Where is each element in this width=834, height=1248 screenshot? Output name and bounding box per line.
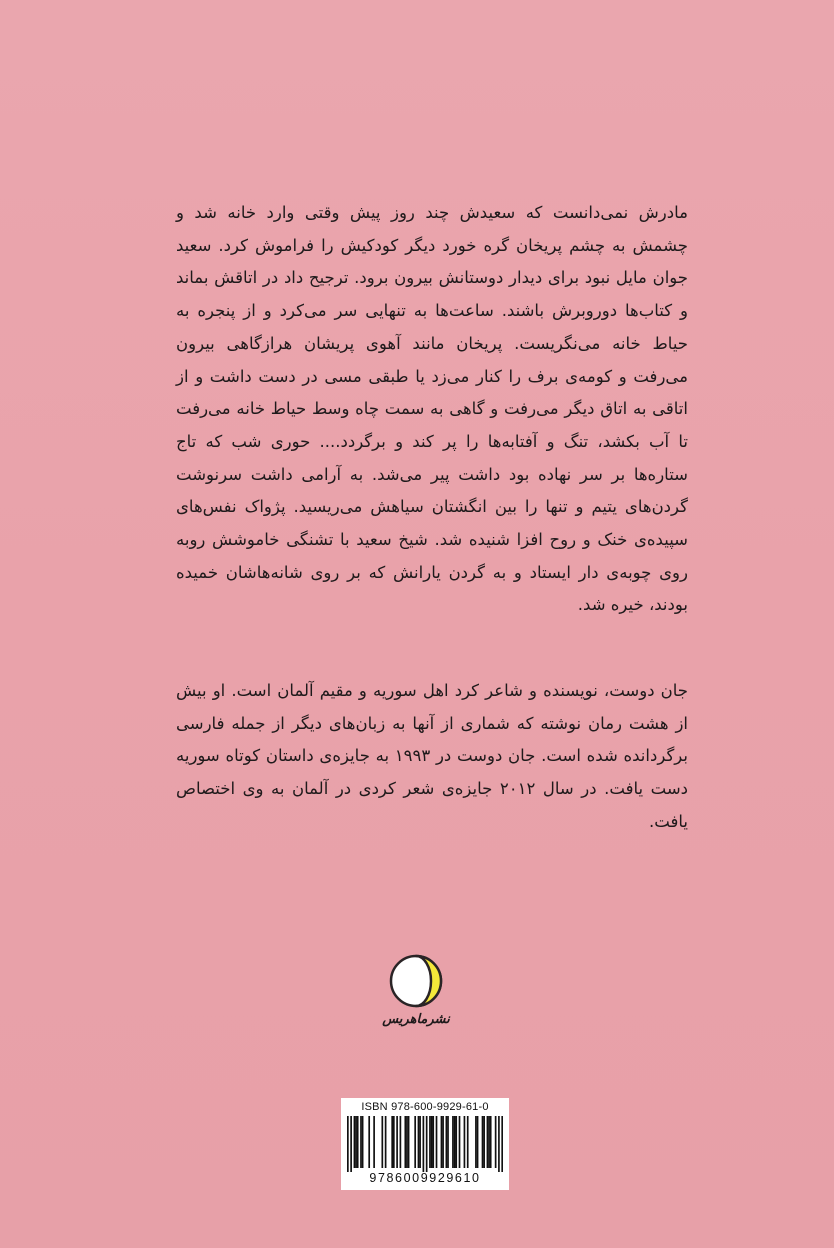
barcode-bar <box>487 1116 489 1168</box>
barcode-bar <box>355 1116 357 1168</box>
barcode-bar <box>391 1116 393 1168</box>
barcode-bar <box>459 1116 461 1168</box>
barcode-bar <box>360 1116 362 1168</box>
isbn-label: ISBN 978-600-9929-61-0 <box>361 1101 489 1113</box>
barcode-bar <box>350 1116 352 1172</box>
barcode-bar <box>418 1116 420 1168</box>
barcode-bar <box>429 1116 431 1168</box>
barcode-bar <box>362 1116 364 1168</box>
barcode-bars <box>347 1116 503 1172</box>
bio-paragraph: جان دوست، نویسنده و شاعر کرد اهل سوریه و مقیم آلمان است. او بیش از هشت رمان نوشته که شماری از آنها به زبان‌های دیگر از جمله فارسی برگردانده شده است. جان دوست در ۱۹۹۳ به جایزه‌ی داستان کوتاه سوریه دست یافت. در سال ۲۰۱۲ جایزه‌ی شعر کردی در آلمان به وی اختصاص یافت. <box>176 681 688 831</box>
barcode-bar <box>441 1116 443 1168</box>
barcode-bar <box>373 1116 375 1168</box>
barcode-bar <box>477 1116 479 1168</box>
publisher-logo <box>380 950 452 1032</box>
barcode-bar <box>495 1116 497 1168</box>
barcode-bar <box>455 1116 457 1168</box>
barcode-bar <box>419 1116 421 1168</box>
barcode-bar <box>482 1116 484 1168</box>
barcode-bar <box>426 1116 428 1172</box>
barcode-bar <box>475 1116 477 1168</box>
barcode-bar <box>467 1116 469 1168</box>
barcode-bar <box>432 1116 434 1168</box>
barcode-bar <box>431 1116 433 1168</box>
barcode-bar <box>396 1116 398 1168</box>
barcode-bar <box>483 1116 485 1168</box>
barcode-bar <box>414 1116 416 1168</box>
author-bio <box>176 675 688 839</box>
book-excerpt <box>176 197 688 622</box>
isbn-barcode <box>341 1098 509 1190</box>
barcode-bar <box>442 1116 444 1168</box>
barcode-bar <box>368 1116 370 1168</box>
publisher-name: نشرماهریس <box>382 1012 450 1027</box>
barcode-bar <box>406 1116 408 1168</box>
barcode-bar <box>501 1116 503 1172</box>
barcode-bar <box>423 1116 425 1172</box>
barcode-bar <box>400 1116 402 1168</box>
barcode-bar <box>393 1116 395 1168</box>
excerpt-paragraph: مادرش نمی‌دانست که سعیدش چند روز پیش وقتی وارد خانه شد و چشمش به چشم پریخان گره خورد دیگر کودکیش را فراموش کرد. سعید جوان مایل نبود برای دیدار دوستانش بیرون برود. ترجیح داد در اتاقش بماند و کتاب‌ها دوروبرش باشند. ساعت‌ها به تنهایی سر می‌کرد و از پنجره به حیاط خانه می‌نگریست. پریخان مانند آهوی پریشان هرازگاهی بیرون می‌رفت و کومه‌ی برف را کنار می‌زد یا طبقی مسی در دست داشت و از اتاقی به اتاق دیگر می‌رفت و گاهی به سمت چاه وسط حیاط خانه می‌رفت تا آب بکشد، تنگ و آفتابه‌ها را پر کند و برگردد.... حوری شب که تاج ستاره‌ها بر سر نهاده بود داشت پیر می‌شد. به آرامی داشت سرنوشت گردن‌های یتیم و تنها را بین انگشتان سیاهش می‌ریسید. پژواک نفس‌های سپیده‌ی خنک و روح افزا شنیده شد. شیخ سعید با تشنگی خاموشش روبه روی چوبه‌ی دار ایستاد و به گردن یارانش که بر روی شانه‌هاشان خمیده بودند، خیره شد. <box>176 203 688 615</box>
barcode-bar <box>452 1116 454 1168</box>
barcode-bar <box>447 1116 449 1168</box>
barcode-bar <box>464 1116 466 1168</box>
barcode-bar <box>404 1116 406 1168</box>
barcode-bar <box>498 1116 500 1172</box>
crescent-moon-logo-icon <box>380 950 452 1012</box>
barcode-bar <box>488 1116 490 1168</box>
barcode-bar <box>385 1116 387 1168</box>
barcode-bar <box>490 1116 492 1168</box>
barcode-bar <box>354 1116 356 1168</box>
barcode-bar <box>454 1116 456 1168</box>
barcode-bar <box>436 1116 438 1168</box>
barcode-bar <box>347 1116 349 1172</box>
ean-digits: 9786009929610 <box>369 1171 481 1185</box>
barcode-bar <box>446 1116 448 1168</box>
barcode-bar <box>408 1116 410 1168</box>
barcode-bar <box>381 1116 383 1168</box>
barcode-bar <box>357 1116 359 1168</box>
